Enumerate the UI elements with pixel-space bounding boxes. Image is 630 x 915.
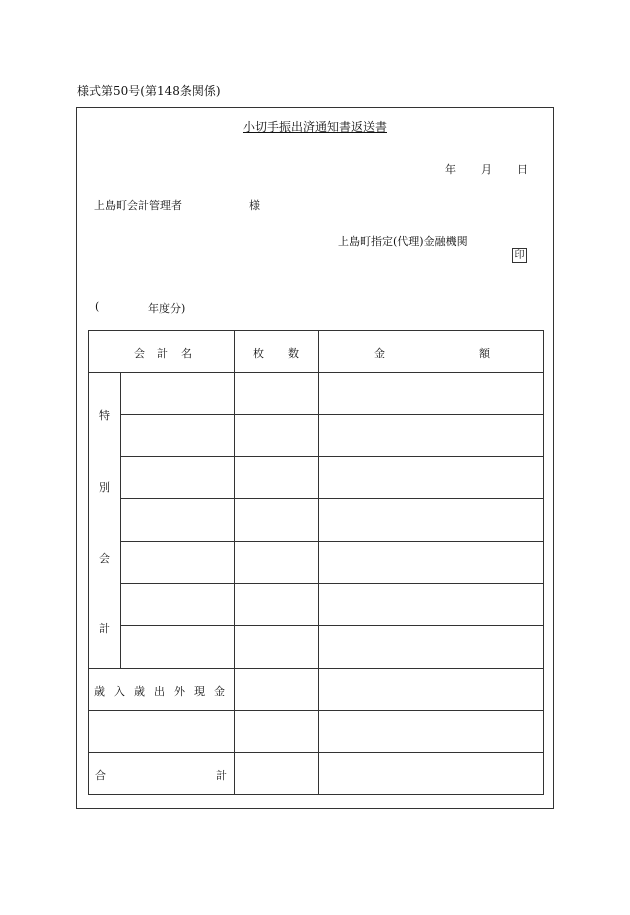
table-header-divider xyxy=(88,372,544,373)
header-account-name-char: 計 xyxy=(157,347,168,360)
special-account-divider xyxy=(120,372,121,668)
cash-row-label-char: 入 xyxy=(114,685,125,698)
date-day-label: 日 xyxy=(517,163,528,176)
cash-row-label-char: 金 xyxy=(214,685,225,698)
special-account-label-char: 特 xyxy=(99,409,110,422)
header-count-char: 数 xyxy=(288,347,299,360)
special-account-label-char: 会 xyxy=(99,552,110,565)
header-amount-char: 額 xyxy=(479,347,490,360)
cash-row-label-char: 外 xyxy=(174,685,185,698)
table-column-divider xyxy=(234,330,235,795)
account-table xyxy=(88,330,544,795)
table-border-right xyxy=(543,330,544,795)
table-border-bottom xyxy=(88,794,544,795)
special-account-label-char: 別 xyxy=(99,481,110,494)
table-row-divider xyxy=(120,541,544,542)
header-account-name-char: 名 xyxy=(181,347,192,360)
header-account-name-char: 会 xyxy=(134,347,145,360)
sender-institution: 上島町指定(代理)金融機関 xyxy=(338,235,468,248)
table-row-divider xyxy=(88,710,544,711)
document-title xyxy=(0,118,630,135)
date-month-label: 月 xyxy=(481,163,492,176)
seal-stamp: 印 xyxy=(512,248,527,263)
cash-row-label-char: 出 xyxy=(154,685,165,698)
table-row-divider xyxy=(88,752,544,753)
total-row-label-char: 合 xyxy=(95,769,106,782)
fiscal-year-label: 年度分) xyxy=(148,302,186,315)
header-amount-char: 金 xyxy=(374,347,385,360)
table-column-divider xyxy=(318,330,319,795)
cash-row-label-char: 現 xyxy=(194,685,205,698)
honorific: 様 xyxy=(249,199,260,212)
date-year-label: 年 xyxy=(445,163,456,176)
cash-row-label-char: 歳 xyxy=(94,685,105,698)
table-row-divider xyxy=(120,414,544,415)
cash-row-label-char: 歳 xyxy=(134,685,145,698)
table-row-divider xyxy=(88,668,544,669)
fiscal-year-open-paren: ( xyxy=(95,300,100,313)
form-number: 様式第50号(第148条関係) xyxy=(77,84,221,98)
table-border-top xyxy=(88,330,544,331)
table-border-left xyxy=(88,330,89,795)
table-row-divider xyxy=(120,625,544,626)
table-row-divider xyxy=(120,498,544,499)
addressee: 上島町会計管理者 xyxy=(94,199,182,212)
table-row-divider xyxy=(120,456,544,457)
total-row-label-char: 計 xyxy=(216,769,227,782)
table-row-divider xyxy=(120,583,544,584)
header-count-char: 枚 xyxy=(253,347,264,360)
document-title-text: 小切手振出済通知書返送書 xyxy=(242,120,387,134)
special-account-label-char: 計 xyxy=(99,622,110,635)
